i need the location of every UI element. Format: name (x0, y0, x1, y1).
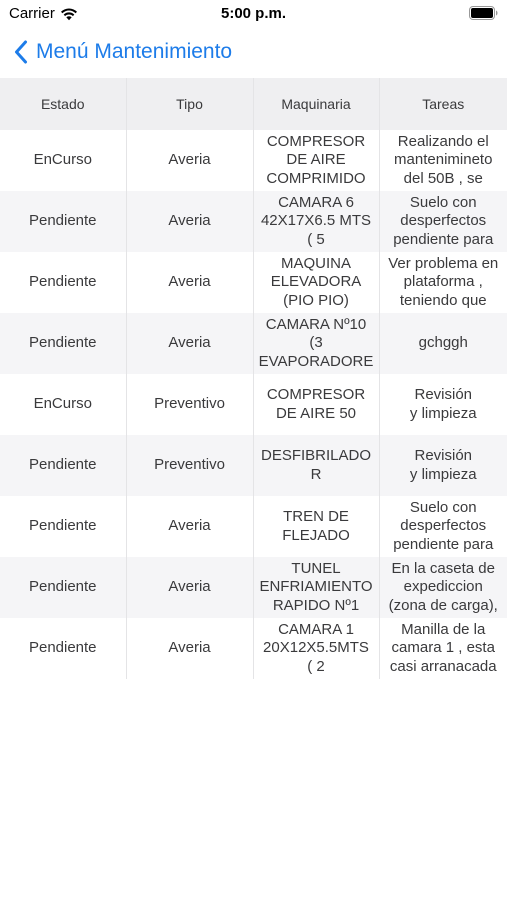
column-header-estado[interactable]: Estado (0, 78, 126, 130)
cell-tipo (126, 374, 253, 435)
table-row[interactable] (0, 130, 507, 191)
cell-tareas (379, 130, 507, 191)
cell-estado-text: Pendiente (28, 578, 97, 596)
column-header-tipo[interactable]: Tipo (126, 78, 253, 130)
table-header-row (0, 78, 507, 130)
cell-estado-text: Pendiente (28, 273, 97, 291)
cell-maquinaria-text: COMPRESOR DE AIRE 50 (266, 386, 366, 422)
table-row[interactable] (0, 313, 507, 374)
cell-maquinaria (253, 130, 379, 191)
navigation-bar (0, 30, 507, 74)
cell-tareas (379, 435, 507, 496)
table-row[interactable] (0, 618, 507, 679)
cell-tareas (379, 374, 507, 435)
cell-tareas-text: gchggh (418, 334, 468, 352)
cell-tipo (126, 191, 253, 252)
cell-tareas (379, 191, 507, 252)
cell-estado (0, 313, 126, 374)
cell-maquinaria-text: CAMARA 1 20X12X5.5MTS ( 2 (263, 620, 369, 675)
carrier-label: Carrier (9, 5, 55, 22)
cell-estado (0, 252, 126, 313)
cell-estado (0, 496, 126, 557)
table-row[interactable] (0, 557, 507, 618)
cell-tipo-text: Averia (168, 578, 211, 596)
cell-tareas-text: En la caseta de expediccion (zona de carga), (388, 559, 498, 614)
cell-maquinaria (253, 374, 379, 435)
status-time: 5:00 p.m. (220, 5, 287, 22)
cell-maquinaria-text: DESFIBRILADO R (260, 447, 372, 483)
cell-tipo-text: Averia (168, 212, 211, 230)
column-header-tareas[interactable]: Tareas (379, 78, 507, 130)
cell-tareas (379, 557, 507, 618)
back-button[interactable] (14, 37, 232, 67)
cell-maquinaria (253, 435, 379, 496)
cell-tareas-text: Realizando el mantenimineto del 50B , se (394, 132, 493, 187)
cell-tareas-text: Revisión y limpieza (409, 386, 477, 422)
table-row[interactable] (0, 435, 507, 496)
chevron-left-icon (14, 40, 28, 64)
cell-estado (0, 130, 126, 191)
cell-tareas (379, 496, 507, 557)
status-bar (0, 0, 507, 28)
cell-maquinaria (253, 496, 379, 557)
table-row[interactable] (0, 374, 507, 435)
cell-tipo-text: Averia (168, 334, 211, 352)
cell-tipo (126, 496, 253, 557)
table-row[interactable] (0, 252, 507, 313)
table-row[interactable] (0, 496, 507, 557)
cell-estado-text: Pendiente (28, 517, 97, 535)
cell-maquinaria (253, 252, 379, 313)
back-button-label: Menú Mantenimiento (36, 40, 233, 63)
cell-tareas-text: Revisión y limpieza (409, 447, 477, 483)
cell-estado (0, 557, 126, 618)
cell-estado-text: Pendiente (28, 456, 97, 474)
cell-tipo (126, 618, 253, 679)
cell-tipo-text: Averia (168, 517, 211, 535)
cell-tareas (379, 618, 507, 679)
cell-estado (0, 374, 126, 435)
cell-estado (0, 435, 126, 496)
cell-estado-text: Pendiente (28, 334, 97, 352)
cell-tipo-text: Preventivo (154, 395, 225, 413)
cell-estado (0, 191, 126, 252)
cell-tipo (126, 557, 253, 618)
cell-maquinaria-text: CAMARA Nº10 (3 EVAPORADORE (258, 315, 374, 370)
table-row[interactable] (0, 191, 507, 252)
cell-tipo-text: Averia (168, 151, 211, 169)
cell-estado-text: EnCurso (33, 395, 92, 413)
cell-tareas (379, 252, 507, 313)
maintenance-table (0, 78, 507, 679)
cell-estado-text: Pendiente (28, 639, 97, 657)
cell-maquinaria (253, 313, 379, 374)
cell-tipo (126, 435, 253, 496)
cell-tareas-text: Suelo con desperfectos pendiente para (393, 193, 494, 248)
battery-icon (469, 6, 498, 20)
cell-tipo-text: Preventivo (154, 456, 225, 474)
cell-maquinaria-text: TUNEL ENFRIAMIENTO RAPIDO Nº1 (259, 559, 373, 614)
cell-tipo (126, 252, 253, 313)
cell-maquinaria (253, 557, 379, 618)
cell-tareas-text: Manilla de la camara 1 , esta casi arranacada (389, 620, 497, 675)
cell-maquinaria (253, 191, 379, 252)
cell-tipo-text: Averia (168, 273, 211, 291)
cell-estado (0, 618, 126, 679)
cell-maquinaria-text: MAQUINA ELEVADORA (PIO PIO) (270, 254, 362, 309)
cell-tipo (126, 130, 253, 191)
cell-tareas-text: Suelo con desperfectos pendiente para (393, 498, 494, 553)
cell-tipo-text: Averia (168, 639, 211, 657)
cell-maquinaria-text: COMPRESOR DE AIRE COMPRIMIDO (266, 132, 366, 187)
cell-maquinaria-text: TREN DE FLEJADO (282, 508, 350, 544)
cell-tareas (379, 313, 507, 374)
cell-estado-text: EnCurso (33, 151, 92, 169)
cell-maquinaria (253, 618, 379, 679)
cell-tareas-text: Ver problema en plataforma , teniendo que (388, 254, 499, 309)
cell-maquinaria-text: CAMARA 6 42X17X6.5 MTS ( 5 (260, 193, 372, 248)
column-header-maquinaria[interactable]: Maquinaria (253, 78, 379, 130)
cell-tipo (126, 313, 253, 374)
cell-estado-text: Pendiente (28, 212, 97, 230)
